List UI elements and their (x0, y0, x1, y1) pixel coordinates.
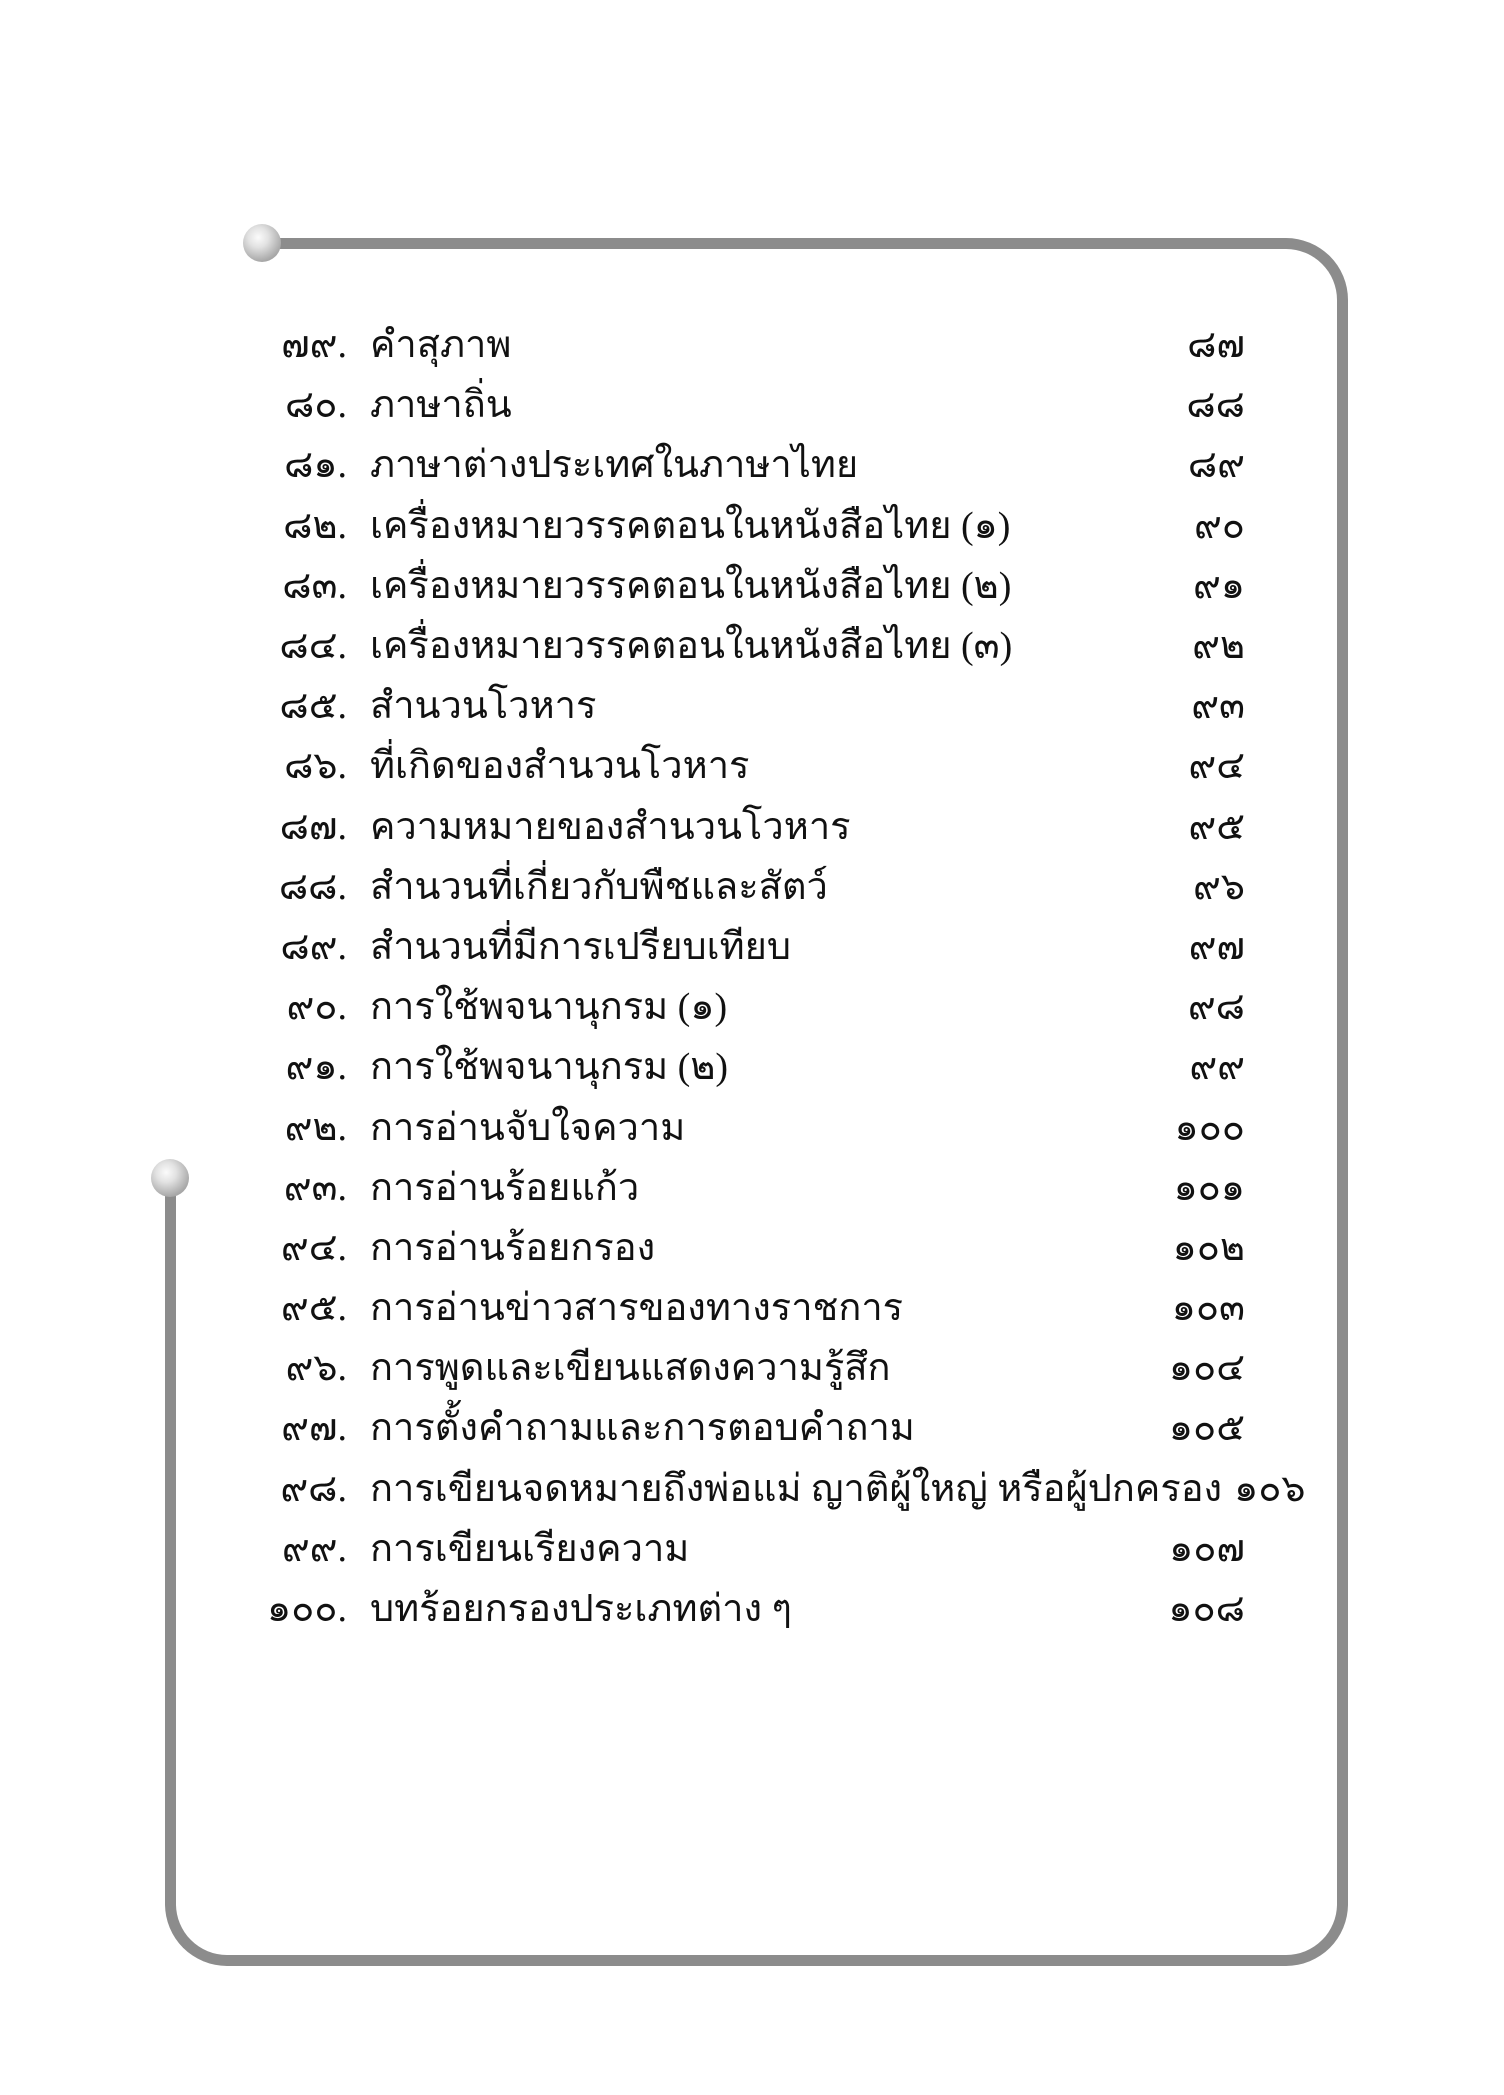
entry-page: ๙๘ (1187, 986, 1245, 1029)
entry-number: ๘๗. (279, 805, 347, 848)
entry-page: ๙๒ (1192, 625, 1245, 668)
entry-number: ๙๓. (283, 1166, 347, 1209)
entry-page: ๙๓ (1191, 685, 1245, 728)
entry-title: สำนวนที่เกี่ยวกับพืชและสัตว์ (370, 865, 828, 908)
entry-title: การอ่านจับใจความ (370, 1106, 686, 1149)
entry-number: ๘๐. (284, 384, 347, 427)
entry-title: สำนวนโวหาร (370, 685, 597, 728)
entry-page: ๑๐๐ (1174, 1106, 1245, 1149)
entry-page: ๘๘ (1186, 384, 1245, 427)
entry-number: ๙๘. (280, 1467, 347, 1510)
entry-number: ๘๔. (279, 625, 347, 668)
entry-title: การใช้พจนานุกรม (๒) (370, 1046, 729, 1089)
entry-page: ๑๐๔ (1168, 1347, 1245, 1390)
toc-row (200, 917, 1245, 977)
toc-row (200, 797, 1245, 857)
toc-row (200, 1158, 1245, 1218)
entry-title: ที่เกิดของสำนวนโวหาร (370, 745, 750, 788)
toc-row (200, 375, 1245, 435)
entry-title: สำนวนที่มีการเปรียบเทียบ (370, 925, 792, 968)
toc-row (200, 315, 1245, 375)
toc-row (200, 496, 1245, 556)
entry-number: ๘๒. (283, 504, 347, 547)
entry-title: เครื่องหมายวรรคตอนในหนังสือไทย (๒) (370, 564, 1012, 607)
entry-number: ๘๓. (282, 564, 347, 607)
entry-page: ๘๙ (1187, 444, 1245, 487)
entry-title: การใช้พจนานุกรม (๑) (370, 986, 728, 1029)
entry-title: เครื่องหมายวรรคตอนในหนังสือไทย (๑) (370, 504, 1011, 547)
entry-number: ๘๑. (284, 444, 347, 487)
entry-page: ๑๐๘ (1168, 1588, 1245, 1631)
entry-number: ๙๐. (286, 986, 347, 1029)
entry-title: เครื่องหมายวรรคตอนในหนังสือไทย (๓) (370, 625, 1013, 668)
toc-row (200, 435, 1245, 495)
entry-page: ๙๙ (1189, 1046, 1245, 1089)
entry-title: การอ่านร้อยแก้ว (370, 1166, 640, 1209)
toc-row (200, 857, 1245, 917)
entry-number: ๘๕. (279, 685, 347, 728)
entry-page: ๑๐๖ (1234, 1467, 1306, 1510)
toc-row (200, 1398, 1245, 1458)
entry-page: ๙๐ (1193, 504, 1245, 547)
entry-title: ความหมายของสำนวนโวหาร (370, 805, 851, 848)
entry-page: ๙๗ (1188, 925, 1245, 968)
entry-number: ๘๖. (284, 745, 347, 788)
entry-page: ๙๔ (1188, 745, 1245, 788)
entry-number: ๙๔. (280, 1226, 347, 1269)
entry-number: ๙๙. (281, 1527, 347, 1570)
entry-title: การพูดและเขียนแสดงความรู้สึก (370, 1347, 891, 1390)
toc-row (200, 1579, 1245, 1639)
toc-row (200, 556, 1245, 616)
entry-page: ๙๑ (1193, 564, 1245, 607)
entry-page: ๘๗ (1187, 324, 1245, 367)
entry-title: การอ่านร้อยกรอง (370, 1226, 656, 1269)
toc-row (200, 1218, 1245, 1278)
toc-row (200, 676, 1245, 736)
toc-row (200, 736, 1245, 796)
entry-title: ภาษาต่างประเทศในภาษาไทย (370, 444, 859, 487)
toc-row (200, 1459, 1306, 1519)
entry-title: การอ่านข่าวสารของทางราชการ (370, 1287, 904, 1330)
entry-page: ๑๐๗ (1169, 1527, 1245, 1570)
entry-title: ภาษาถิ่น (370, 384, 512, 427)
entry-number: ๗๙. (281, 324, 347, 367)
entry-title: บทร้อยกรองประเภทต่าง ๆ (370, 1588, 792, 1631)
entry-page: ๑๐๒ (1172, 1226, 1245, 1269)
entry-number: ๙๑. (285, 1046, 347, 1089)
entry-number: ๘๘. (278, 865, 347, 908)
entry-page: ๙๖ (1193, 865, 1245, 908)
toc-row (200, 1338, 1245, 1398)
entry-title: การตั้งคำถามและการตอบคำถาม (370, 1407, 915, 1450)
toc-row (200, 616, 1245, 676)
entry-title: การเขียนจดหมายถึงพ่อแม่ ญาติผู้ใหญ่ หรือผู้ปกครอง (370, 1467, 1223, 1510)
entry-page: ๑๐๓ (1171, 1287, 1245, 1330)
toc-row (200, 1097, 1245, 1157)
entry-title: การเขียนเรียงความ (370, 1527, 690, 1570)
entry-number: ๘๙. (280, 925, 347, 968)
toc-row (200, 1278, 1245, 1338)
entry-number: ๙๒. (284, 1106, 347, 1149)
entry-number: ๙๕. (280, 1287, 347, 1330)
entry-page: ๙๕ (1188, 805, 1245, 848)
entry-page: ๑๐๕ (1168, 1407, 1245, 1450)
toc-row (200, 1519, 1245, 1579)
entry-title: คำสุภาพ (370, 324, 512, 367)
frame-ball-top-icon (243, 224, 281, 262)
entry-number: ๙๗. (281, 1407, 347, 1450)
toc-list (200, 315, 1306, 1639)
entry-number: ๑๐๐. (266, 1588, 347, 1631)
toc-row (200, 1037, 1245, 1097)
toc-row (200, 977, 1245, 1037)
entry-number: ๙๖. (285, 1347, 347, 1390)
frame-ball-middle-icon (151, 1159, 189, 1197)
entry-page: ๑๐๑ (1173, 1166, 1245, 1209)
